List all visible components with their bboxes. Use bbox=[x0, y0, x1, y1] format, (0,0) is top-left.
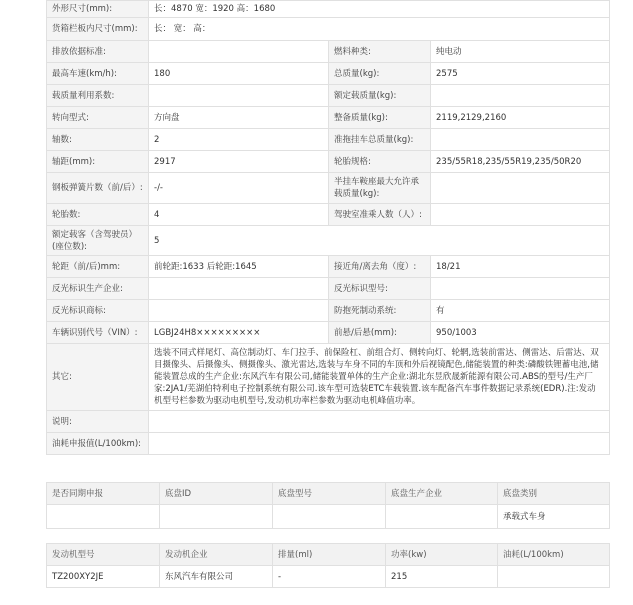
spec-value bbox=[431, 129, 610, 151]
spec-label: 轴数: bbox=[47, 129, 149, 151]
spec-label: 准拖挂车总质量(kg): bbox=[329, 129, 431, 151]
spec-row bbox=[47, 173, 610, 204]
spec-value: -/- bbox=[149, 173, 329, 204]
engine-table bbox=[46, 543, 610, 588]
table-cell bbox=[47, 505, 160, 529]
spec-row bbox=[47, 322, 610, 344]
column-header: 底盘生产企业 bbox=[386, 483, 498, 505]
column-header: 是否同期申报 bbox=[47, 483, 160, 505]
table-row bbox=[47, 505, 610, 529]
spec-label: 反光标识型号: bbox=[329, 278, 431, 300]
spec-value bbox=[431, 85, 610, 107]
spec-value bbox=[431, 204, 610, 226]
table-cell: TZ200XY2JE bbox=[47, 566, 160, 588]
spec-label: 驾驶室准乘人数（人）: bbox=[329, 204, 431, 226]
spec-value: 2 bbox=[149, 129, 329, 151]
spec-row bbox=[47, 278, 610, 300]
spec-label: 半挂车鞍座最大允许承载质量(kg): bbox=[329, 173, 431, 204]
column-header: 发动机企业 bbox=[160, 544, 273, 566]
spec-value: 5 bbox=[149, 226, 610, 256]
spec-row bbox=[47, 256, 610, 278]
spec-label: 车辆识别代号（VIN）: bbox=[47, 322, 149, 344]
spec-label: 轮距（前/后)mm: bbox=[47, 256, 149, 278]
spec-label: 防抱死制动系统: bbox=[329, 300, 431, 322]
spec-label: 额定载客（含驾驶员）(座位数): bbox=[47, 226, 149, 256]
table-row bbox=[47, 566, 610, 588]
column-header: 底盘ID bbox=[160, 483, 273, 505]
other-notes: 选装不同式样尾灯、高位制动灯、车门拉手、前保险杠、前组合灯、侧转向灯、轮辋,选装前雷达、侧雷达、后雷达、双目摄像头、后摄像头、侧摄像头、激光雷达,选装与车身不同的车顶和外后视镜配色,储能装置的种类:磷酸铁锂蓄电池,储能装置总成的生产企业:东风汽车有限公司,储能装置单体的生产企业:湖北东昱欣晟新能源有限公司.ABS的型号/生产厂家:2JA1/芜湖伯特利电子控制系统有限公司.该车型可选装ETC车载装置.该车配备汽车事件数据记录系统(EDR).注:发动机型号栏参数为驱动电机型号,发动机功率栏参数为驱动电机峰值功率。 bbox=[149, 344, 610, 411]
spec-row bbox=[47, 226, 610, 256]
spec-row bbox=[47, 411, 610, 433]
spec-row bbox=[47, 433, 610, 455]
table-cell: 215 bbox=[386, 566, 498, 588]
spec-value: 235/55R18,235/55R19,235/50R20 bbox=[431, 151, 610, 173]
spec-value: 前轮距:1633 后轮距:1645 bbox=[149, 256, 329, 278]
spec-value: 长：4870 宽：1920 高：1680 bbox=[149, 1, 610, 18]
spec-label: 额定载质量(kg): bbox=[329, 85, 431, 107]
column-header: 排量(ml) bbox=[273, 544, 386, 566]
spec-label: 反光标识商标: bbox=[47, 300, 149, 322]
spec-value bbox=[149, 411, 610, 433]
spec-value: 2119,2129,2160 bbox=[431, 107, 610, 129]
spec-value: 950/1003 bbox=[431, 322, 610, 344]
table-header-row bbox=[47, 483, 610, 505]
spec-value bbox=[149, 85, 329, 107]
spec-value bbox=[431, 173, 610, 204]
column-header: 底盘型号 bbox=[273, 483, 386, 505]
spec-row bbox=[47, 344, 610, 411]
table-cell: - bbox=[273, 566, 386, 588]
spec-row bbox=[47, 63, 610, 85]
spec-value bbox=[431, 278, 610, 300]
spec-row bbox=[47, 41, 610, 63]
table-cell bbox=[160, 505, 273, 529]
column-header: 底盘类别 bbox=[498, 483, 610, 505]
spec-value bbox=[149, 433, 610, 455]
spec-row bbox=[47, 107, 610, 129]
vin-value: LGBJ24H8××××××××× bbox=[149, 322, 329, 344]
spec-value: 长： 宽： 高： bbox=[149, 18, 610, 41]
spec-value: 18/21 bbox=[431, 256, 610, 278]
table-cell bbox=[386, 505, 498, 529]
chassis-table bbox=[46, 482, 610, 529]
spec-value: 2575 bbox=[431, 63, 610, 85]
table-header-row bbox=[47, 544, 610, 566]
spec-label: 轮胎数: bbox=[47, 204, 149, 226]
spec-row bbox=[47, 18, 610, 41]
spec-row bbox=[47, 300, 610, 322]
table-cell bbox=[273, 505, 386, 529]
spec-label: 货箱栏板内尺寸(mm): bbox=[47, 18, 149, 41]
column-header: 油耗(L/100km) bbox=[498, 544, 610, 566]
spec-row bbox=[47, 1, 610, 18]
spec-value: 有 bbox=[431, 300, 610, 322]
table-cell: 承载式车身 bbox=[498, 505, 610, 529]
spec-value: 4 bbox=[149, 204, 329, 226]
column-header: 功率(kw) bbox=[386, 544, 498, 566]
vehicle-spec-table bbox=[46, 0, 610, 455]
spec-row bbox=[47, 129, 610, 151]
spec-label: 油耗申报值(L/100km): bbox=[47, 433, 149, 455]
spec-value: 2917 bbox=[149, 151, 329, 173]
spec-value bbox=[149, 278, 329, 300]
spec-label: 外形尺寸(mm): bbox=[47, 1, 149, 18]
spec-label: 轴距(mm): bbox=[47, 151, 149, 173]
spec-value: 方向盘 bbox=[149, 107, 329, 129]
spec-label: 反光标识生产企业: bbox=[47, 278, 149, 300]
spec-label: 最高车速(km/h): bbox=[47, 63, 149, 85]
spec-label: 钢板弹簧片数（前/后）: bbox=[47, 173, 149, 204]
spec-label: 接近角/离去角（度）: bbox=[329, 256, 431, 278]
spec-label: 排放依据标准: bbox=[47, 41, 149, 63]
spec-label: 轮胎规格: bbox=[329, 151, 431, 173]
column-header: 发动机型号 bbox=[47, 544, 160, 566]
spec-label: 整备质量(kg): bbox=[329, 107, 431, 129]
spec-label: 其它: bbox=[47, 344, 149, 411]
spec-label: 载质量利用系数: bbox=[47, 85, 149, 107]
spec-label: 前悬/后悬(mm): bbox=[329, 322, 431, 344]
spec-row bbox=[47, 204, 610, 226]
spec-label: 总质量(kg): bbox=[329, 63, 431, 85]
spec-row bbox=[47, 151, 610, 173]
spec-value: 纯电动 bbox=[431, 41, 610, 63]
spec-value bbox=[149, 300, 329, 322]
spec-label: 燃料种类: bbox=[329, 41, 431, 63]
table-cell bbox=[498, 566, 610, 588]
spec-label: 转向型式: bbox=[47, 107, 149, 129]
spec-value: 180 bbox=[149, 63, 329, 85]
spec-row bbox=[47, 85, 610, 107]
table-cell: 东风汽车有限公司 bbox=[160, 566, 273, 588]
spec-label: 说明: bbox=[47, 411, 149, 433]
spec-value bbox=[149, 41, 329, 63]
